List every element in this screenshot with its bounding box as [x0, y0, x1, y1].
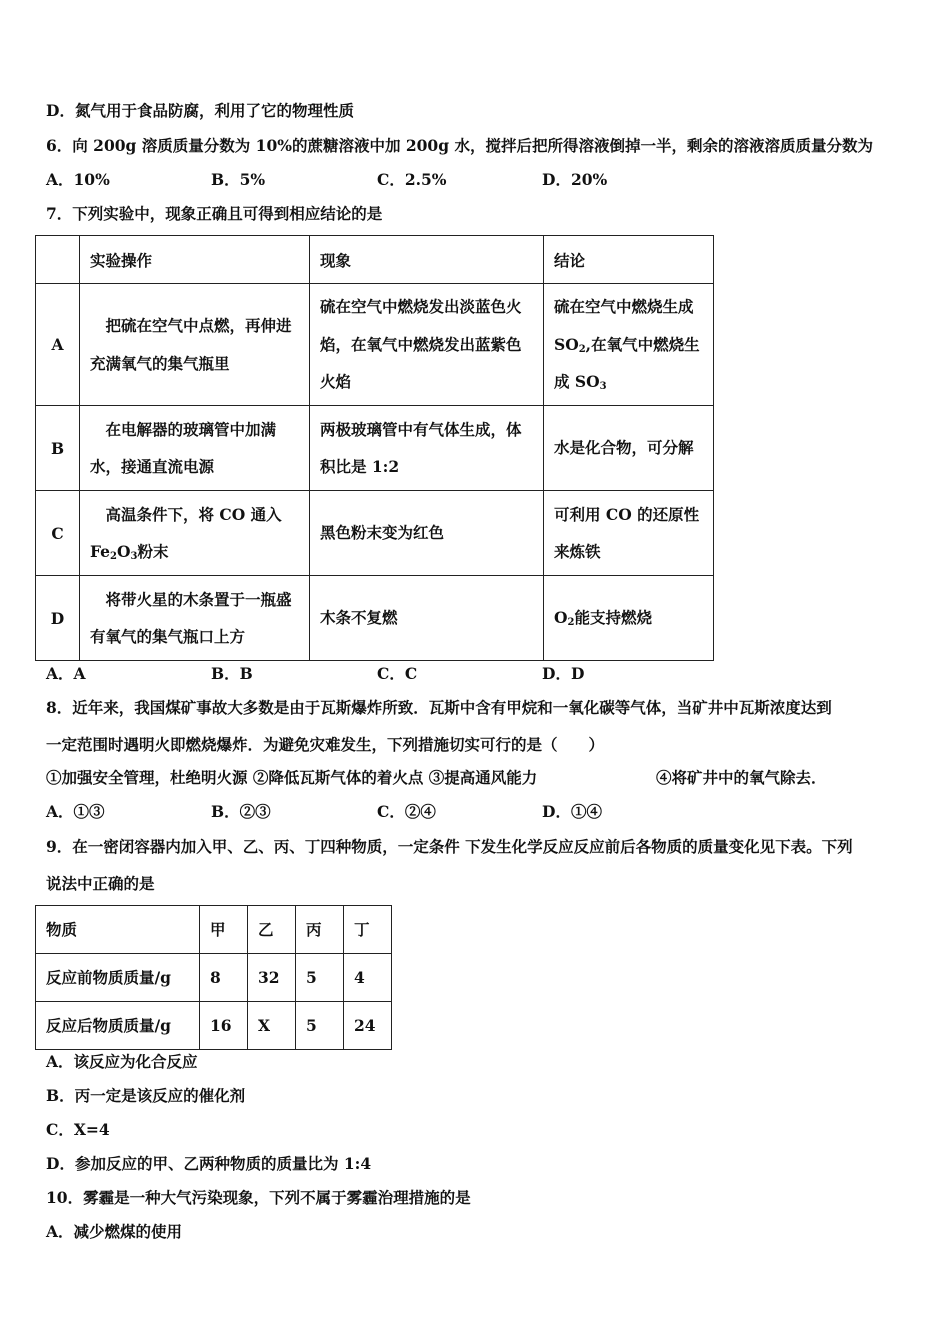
q6-stem: 6．向 200g 溶质质量分数为 10%的蔗糖溶液中加 200g 水，搅拌后把所得溶液倒掉一半，剩余的溶液溶质质量分数为	[46, 136, 873, 155]
q8-stem-line1: 8．近年来，我国煤矿事故大多数是由于瓦斯爆炸所致．瓦斯中含有甲烷和一氧化碳等气体，当矿井中瓦斯浓度达到	[46, 698, 832, 717]
q9-option-b: B．丙一定是该反应的催化剂	[46, 1086, 246, 1105]
q7-row-d-operation: 将带火星的木条置于一瓶盛有氧气的集气瓶口上方	[80, 576, 310, 661]
q9-row-before-bing: 5	[296, 954, 344, 1002]
q7-row-a-label: A	[36, 284, 80, 406]
q7-row-c	[36, 491, 714, 576]
q7-row-a-phenomenon: 硫在空气中燃烧发出淡蓝色火焰，在氧气中燃烧发出蓝紫色火焰	[310, 284, 544, 406]
q10-option-a: A．减少燃煤的使用	[46, 1222, 183, 1241]
q7-row-b-operation: 在电解器的玻璃管中加满水，接通直流电源	[80, 406, 310, 491]
q7-row-d-label: D	[36, 576, 80, 661]
q9-row-after	[36, 1002, 392, 1050]
q9-option-a: A．该反应为化合反应	[46, 1052, 198, 1071]
q9-row-before-ding: 4	[344, 954, 392, 1002]
q7-table	[35, 235, 714, 661]
q7-option-b: B．B	[211, 664, 253, 683]
q9-stem-line2: 说法中正确的是	[46, 874, 155, 893]
q7-header-phenomenon: 现象	[310, 236, 544, 284]
q7-row-a	[36, 284, 714, 406]
q9-row-before	[36, 954, 392, 1002]
q7-row-c-label: C	[36, 491, 80, 576]
q7-row-d-phenomenon: 木条不复燃	[310, 576, 544, 661]
q7-option-d: D．D	[542, 664, 585, 683]
q6-option-c: C．2.5%	[377, 170, 447, 189]
q9-row-after-jia: 16	[200, 1002, 248, 1050]
q5-option-d: D．氮气用于食品防腐，利用了它的物理性质	[46, 101, 354, 120]
q7-row-a-conclusion: 硫在空气中燃烧生成 $SO_2$,在氧气中燃烧生成 $SO_3$	[544, 284, 714, 406]
q7-stem: 7．下列实验中，现象正确且可得到相应结论的是	[46, 204, 383, 223]
q7-option-c: C．C	[377, 664, 418, 683]
q8-option-b: B．②③	[211, 802, 271, 821]
q7-header-operation: 实验操作	[80, 236, 310, 284]
q7-row-d	[36, 576, 714, 661]
q9-row-before-label: 反应前物质质量/g	[36, 954, 200, 1002]
q8-measure-4: ④将矿井中的氧气除去．	[656, 768, 827, 787]
q9-stem-line1: 9．在一密闭容器内加入甲、乙、丙、丁四种物质，一定条件 下发生化学反应反应前后各物质的质量变化见下表。下列	[46, 837, 853, 856]
q6-option-d: D．20%	[542, 170, 608, 189]
q9-header-substance: 物质	[36, 906, 200, 954]
q9-table-header-row	[36, 906, 392, 954]
q7-row-c-conclusion: 可利用 CO 的还原性来炼铁	[544, 491, 714, 576]
q7-row-d-conclusion: $O_2$能支持燃烧	[544, 576, 714, 661]
q7-row-b-conclusion: 水是化合物，可分解	[544, 406, 714, 491]
q8-option-c: C．②④	[377, 802, 436, 821]
q6-option-b: B．5%	[211, 170, 266, 189]
q8-measures-1-3: ①加强安全管理，杜绝明火源 ②降低瓦斯气体的着火点 ③提高通风能力	[46, 768, 538, 787]
q9-row-after-yi: X	[248, 1002, 296, 1050]
q7-row-b	[36, 406, 714, 491]
q10-stem: 10．雾霾是一种大气污染现象，下列不属于雾霾治理措施的是	[46, 1188, 471, 1207]
q7-row-c-operation: 高温条件下，将 CO 通入 $Fe_2O_3$粉末	[80, 491, 310, 576]
q7-row-b-phenomenon: 两极玻璃管中有气体生成，体积比是 1:2	[310, 406, 544, 491]
q9-row-before-jia: 8	[200, 954, 248, 1002]
q9-row-before-yi: 32	[248, 954, 296, 1002]
q9-header-yi: 乙	[248, 906, 296, 954]
q9-header-ding: 丁	[344, 906, 392, 954]
q9-header-bing: 丙	[296, 906, 344, 954]
q9-option-c: C．X=4	[46, 1120, 110, 1139]
q6-option-a: A．10%	[46, 170, 110, 189]
q9-header-jia: 甲	[200, 906, 248, 954]
q7-row-a-operation: 把硫在空气中点燃，再伸进充满氧气的集气瓶里	[80, 284, 310, 406]
q7-header-empty	[36, 236, 80, 284]
q9-row-after-label: 反应后物质质量/g	[36, 1002, 200, 1050]
q7-row-b-label: B	[36, 406, 80, 491]
q7-table-header-row	[36, 236, 714, 284]
q7-option-a: A．A	[46, 664, 86, 683]
q7-row-c-phenomenon: 黑色粉末变为红色	[310, 491, 544, 576]
q7-header-conclusion: 结论	[544, 236, 714, 284]
q8-option-a: A．①③	[46, 802, 105, 821]
q9-row-after-bing: 5	[296, 1002, 344, 1050]
q9-row-after-ding: 24	[344, 1002, 392, 1050]
q9-table	[35, 905, 392, 1050]
q9-option-d: D．参加反应的甲、乙两种物质的质量比为 1:4	[46, 1154, 372, 1173]
q8-option-d: D．①④	[542, 802, 602, 821]
q8-stem-line2: 一定范围时遇明火即燃烧爆炸．为避免灾难发生，下列措施切实可行的是（ ）	[46, 735, 605, 754]
